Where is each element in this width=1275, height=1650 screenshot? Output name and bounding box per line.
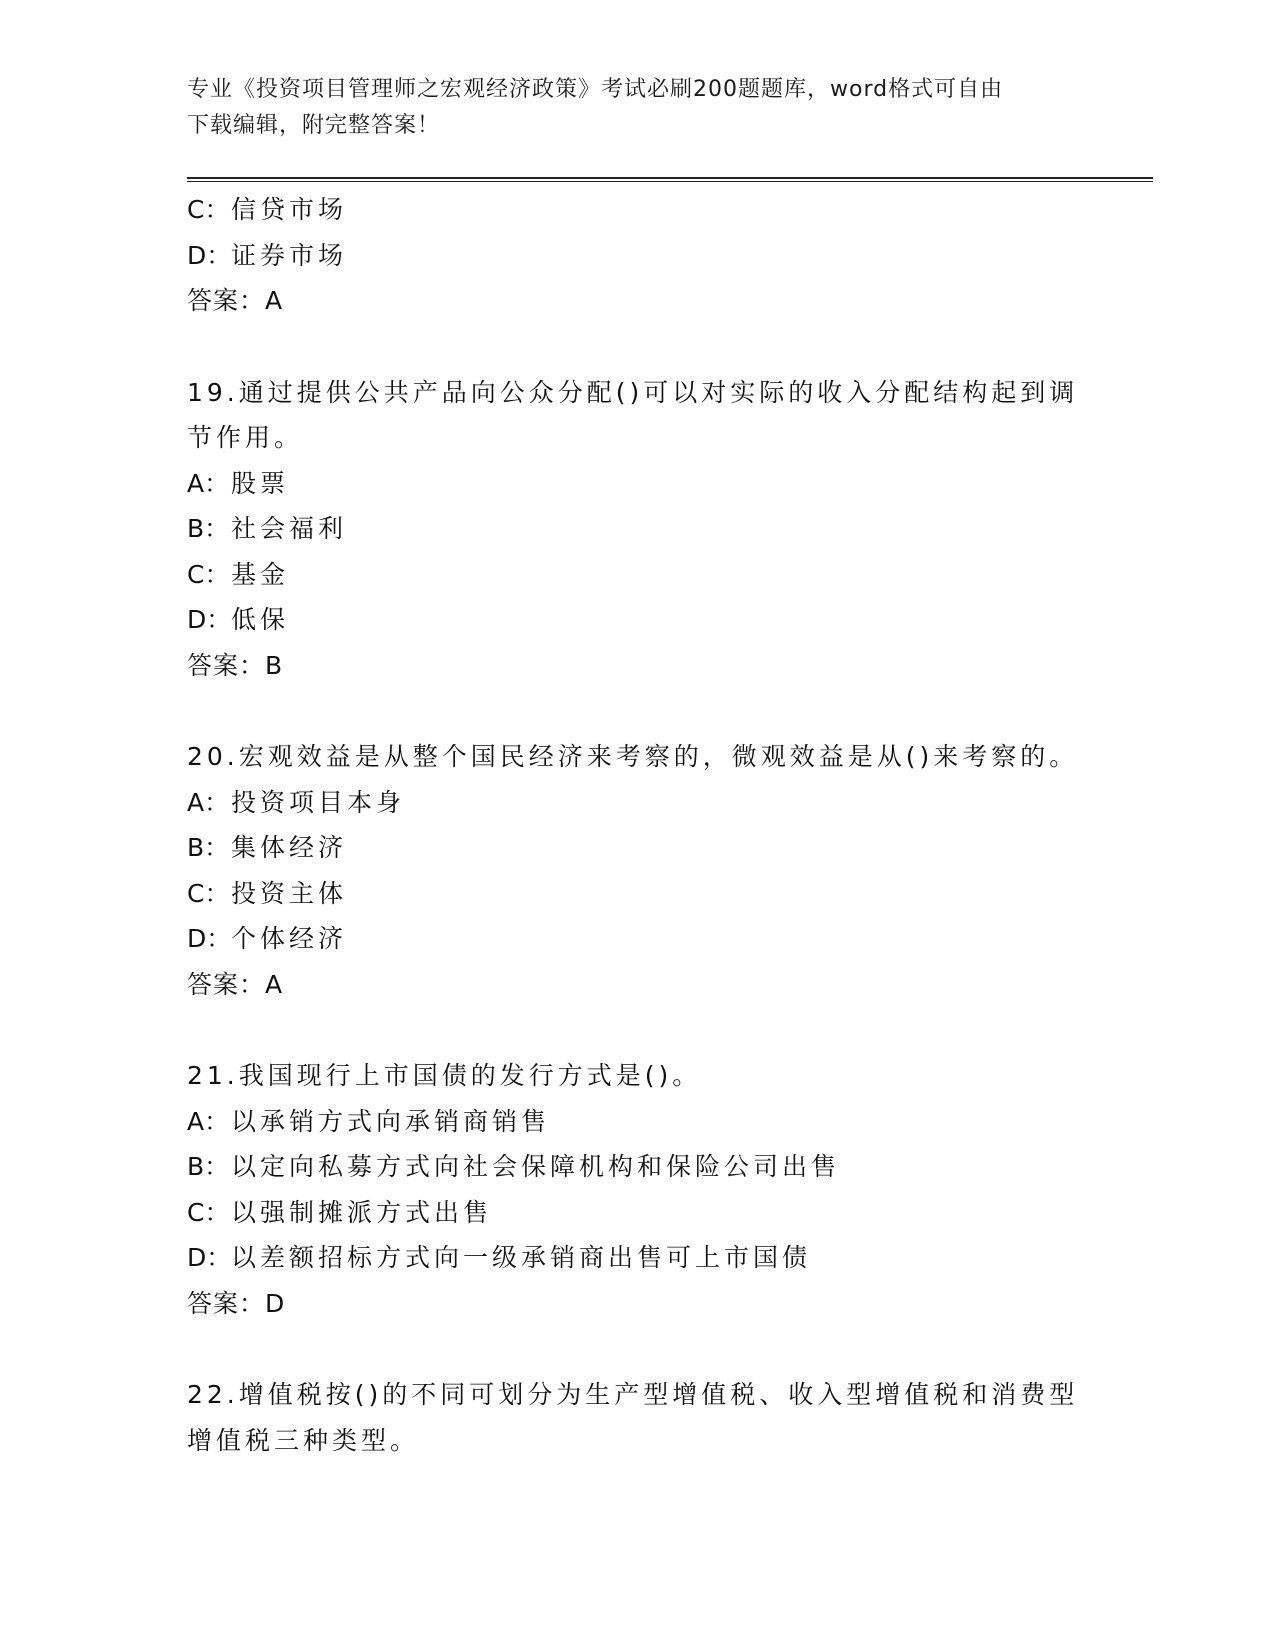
option-d xyxy=(187,597,1087,643)
question-stem-line: 22.增值税按()的不同可划分为生产型增值税、收入型增值税和消费型 xyxy=(187,1380,1079,1409)
option-text: 投资主体 xyxy=(231,878,348,908)
option-b xyxy=(187,506,1087,552)
option-c xyxy=(187,187,1087,233)
option-letter: A： xyxy=(187,1106,230,1136)
question-stem-line: 21.我国现行上市国债的发行方式是()。 xyxy=(187,1061,702,1090)
option-text: 个体经济 xyxy=(231,924,348,953)
answer-line: 答案：A xyxy=(187,969,284,999)
option-a xyxy=(187,780,1087,826)
question-21 xyxy=(187,1053,1087,1326)
option-d xyxy=(187,1235,1087,1281)
answer-line: 答案：B xyxy=(187,650,284,680)
header-divider xyxy=(187,177,1153,182)
spacer xyxy=(187,1326,1087,1372)
option-text: 证券市场 xyxy=(231,240,348,270)
option-letter: A： xyxy=(187,787,230,817)
option-letter: C： xyxy=(187,878,230,908)
option-text: 社会福利 xyxy=(231,514,348,543)
option-text: 股票 xyxy=(231,468,290,498)
option-d xyxy=(187,233,1087,279)
question-stem-line: 节作用。 xyxy=(187,423,304,452)
option-letter: B： xyxy=(187,833,230,862)
question-stem-line: 19.通过提供公共产品向公众分配()可以对实际的收入分配结构起到调 xyxy=(187,377,1079,407)
option-d xyxy=(187,916,1087,962)
question-stem xyxy=(187,1372,1087,1463)
option-a xyxy=(187,461,1087,507)
option-text: 低保 xyxy=(231,605,290,634)
option-letter: D： xyxy=(187,240,232,270)
question-stem xyxy=(187,370,1087,461)
option-c xyxy=(187,1190,1087,1236)
option-text: 投资项目本身 xyxy=(231,787,406,817)
question-stem-line: 增值税三种类型。 xyxy=(187,1425,420,1455)
option-b xyxy=(187,825,1087,871)
question-stem-line: 20.宏观效益是从整个国民经济来考察的，微观效益是从()来考察的。 xyxy=(187,742,1079,771)
option-c xyxy=(187,552,1087,598)
question-stem xyxy=(187,1053,1087,1099)
option-letter: C： xyxy=(187,559,230,589)
question-22 xyxy=(187,1372,1087,1463)
option-text: 以强制摊派方式出售 xyxy=(231,1197,493,1227)
option-letter: C： xyxy=(187,195,230,224)
spacer xyxy=(187,1007,1087,1053)
header-line-1: 专业《投资项目管理师之宏观经济政策》考试必刷200题题库，word格式可自由 xyxy=(187,77,1004,102)
question-19 xyxy=(187,370,1087,689)
option-letter: D： xyxy=(187,924,232,953)
option-text: 信贷市场 xyxy=(231,195,348,224)
spacer xyxy=(187,324,1087,370)
answer-line: 答案：A xyxy=(187,286,284,315)
option-text: 基金 xyxy=(231,559,290,589)
option-letter: B： xyxy=(187,1152,230,1181)
header-line-2: 下载编辑，附完整答案！ xyxy=(187,113,441,138)
option-text: 集体经济 xyxy=(231,833,348,862)
option-b xyxy=(187,1144,1087,1190)
option-letter: C： xyxy=(187,1197,230,1227)
option-letter: D： xyxy=(187,605,232,634)
document-header xyxy=(187,72,1077,144)
answer-line: 答案：D xyxy=(187,1288,286,1318)
question-20 xyxy=(187,734,1087,1007)
option-a xyxy=(187,1099,1087,1145)
option-text: 以承销方式向承销商销售 xyxy=(231,1106,551,1136)
spacer xyxy=(187,688,1087,734)
question-list xyxy=(187,187,1087,1463)
option-letter: A： xyxy=(187,468,230,498)
option-c xyxy=(187,871,1087,917)
option-text: 以定向私募方式向社会保障机构和保险公司出售 xyxy=(231,1152,841,1181)
question-18-continued xyxy=(187,187,1087,324)
option-letter: B： xyxy=(187,514,230,543)
question-stem xyxy=(187,734,1087,780)
option-text: 以差额招标方式向一级承销商出售可上市国债 xyxy=(231,1243,812,1272)
option-letter: D： xyxy=(187,1243,232,1272)
